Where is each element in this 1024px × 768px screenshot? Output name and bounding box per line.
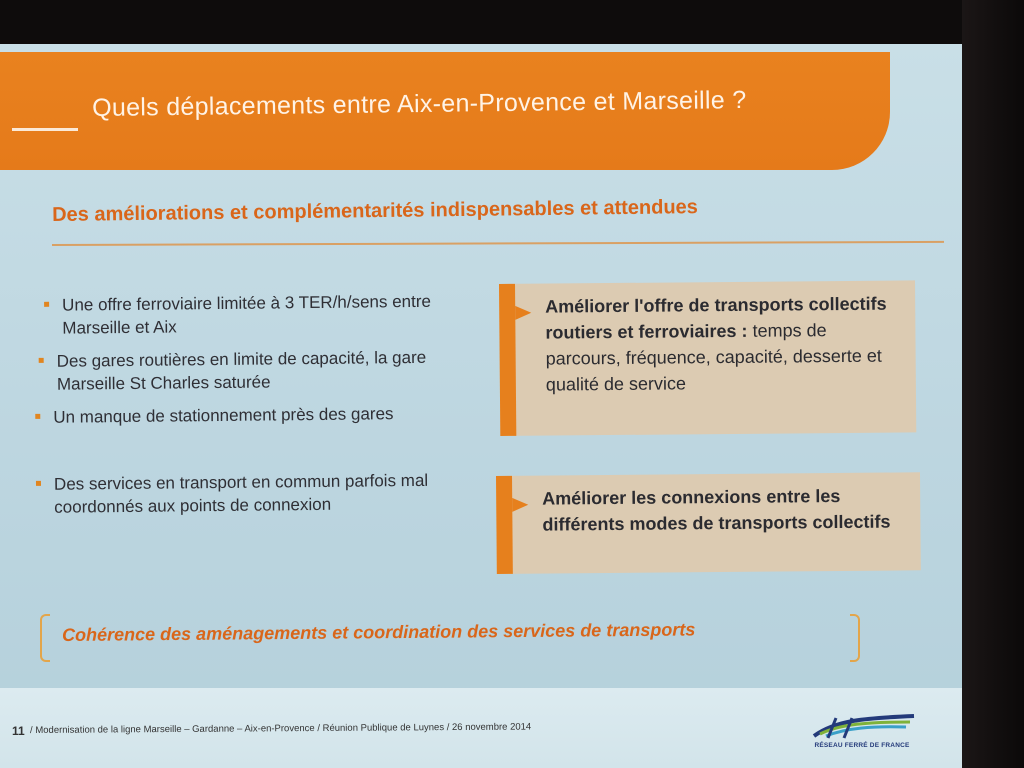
projected-slide xyxy=(0,44,966,768)
title-band xyxy=(0,52,890,170)
page-number: 11 xyxy=(12,724,25,738)
conclusion-banner xyxy=(40,610,860,666)
bullet-square-icon xyxy=(36,481,41,486)
bullet-text: Un manque de stationnement près des gares xyxy=(53,404,394,427)
box-heading: Améliorer les connexions entre les différents modes de transports collectifs xyxy=(542,485,891,535)
slide-subtitle: Des améliorations et complémentarités indispensables et attendues xyxy=(52,196,698,226)
slide-footer xyxy=(0,688,966,768)
footer-text: / Modernisation de la ligne Marseille – Gardanne – Aix-en-Provence / Réunion Publique de Luynes / 26 novembre 2014 xyxy=(30,721,532,736)
rff-logo xyxy=(806,710,918,756)
bullet-item xyxy=(33,345,484,396)
bullet-square-icon xyxy=(44,302,49,307)
title-decor-line xyxy=(12,128,78,131)
bullet-text: Des services en transport en commun parfois mal coordonnés aux points de connexion xyxy=(53,470,429,517)
bullet-item xyxy=(29,401,484,429)
right-bracket-icon xyxy=(850,614,860,662)
conclusion-text: Cohérence des aménagements et coordination des services de transports xyxy=(62,619,696,645)
box-text: temps de parcours, fréquence, capacité, desserte et qualité de service xyxy=(545,320,882,395)
box-arrow-icon xyxy=(515,306,531,320)
subtitle-divider xyxy=(52,241,944,246)
bullet-list xyxy=(28,289,485,519)
bullet-item xyxy=(38,289,483,340)
bullet-text: Une offre ferroviaire limitée à 3 TER/h/sens entre Marseille et Aix xyxy=(62,291,432,338)
bullet-text: Des gares routières en limite de capacité, la gare Marseille St Charles saturée xyxy=(56,347,427,394)
improvement-box-connections xyxy=(496,472,921,574)
logo-text: RÉSEAU FERRÉ DE FRANCE xyxy=(814,742,910,749)
bullet-item xyxy=(30,468,485,519)
box-content xyxy=(499,280,916,408)
left-bracket-icon xyxy=(40,614,50,662)
box-arrow-icon xyxy=(512,498,528,512)
rff-logo-icon xyxy=(806,710,918,742)
box-content xyxy=(496,472,921,548)
improvement-box-transport-offer xyxy=(499,280,916,436)
box-accent-bar xyxy=(496,476,513,574)
slide-title: Quels déplacements entre Aix-en-Provence et Marseille ? xyxy=(92,86,747,122)
box-accent-bar xyxy=(499,284,516,436)
box-heading: Améliorer l'offre de transports collectifs routiers et ferroviaires : xyxy=(545,293,887,343)
bullet-square-icon xyxy=(39,358,44,363)
bullet-square-icon xyxy=(35,414,40,419)
projection-wall-edge xyxy=(962,0,1024,768)
